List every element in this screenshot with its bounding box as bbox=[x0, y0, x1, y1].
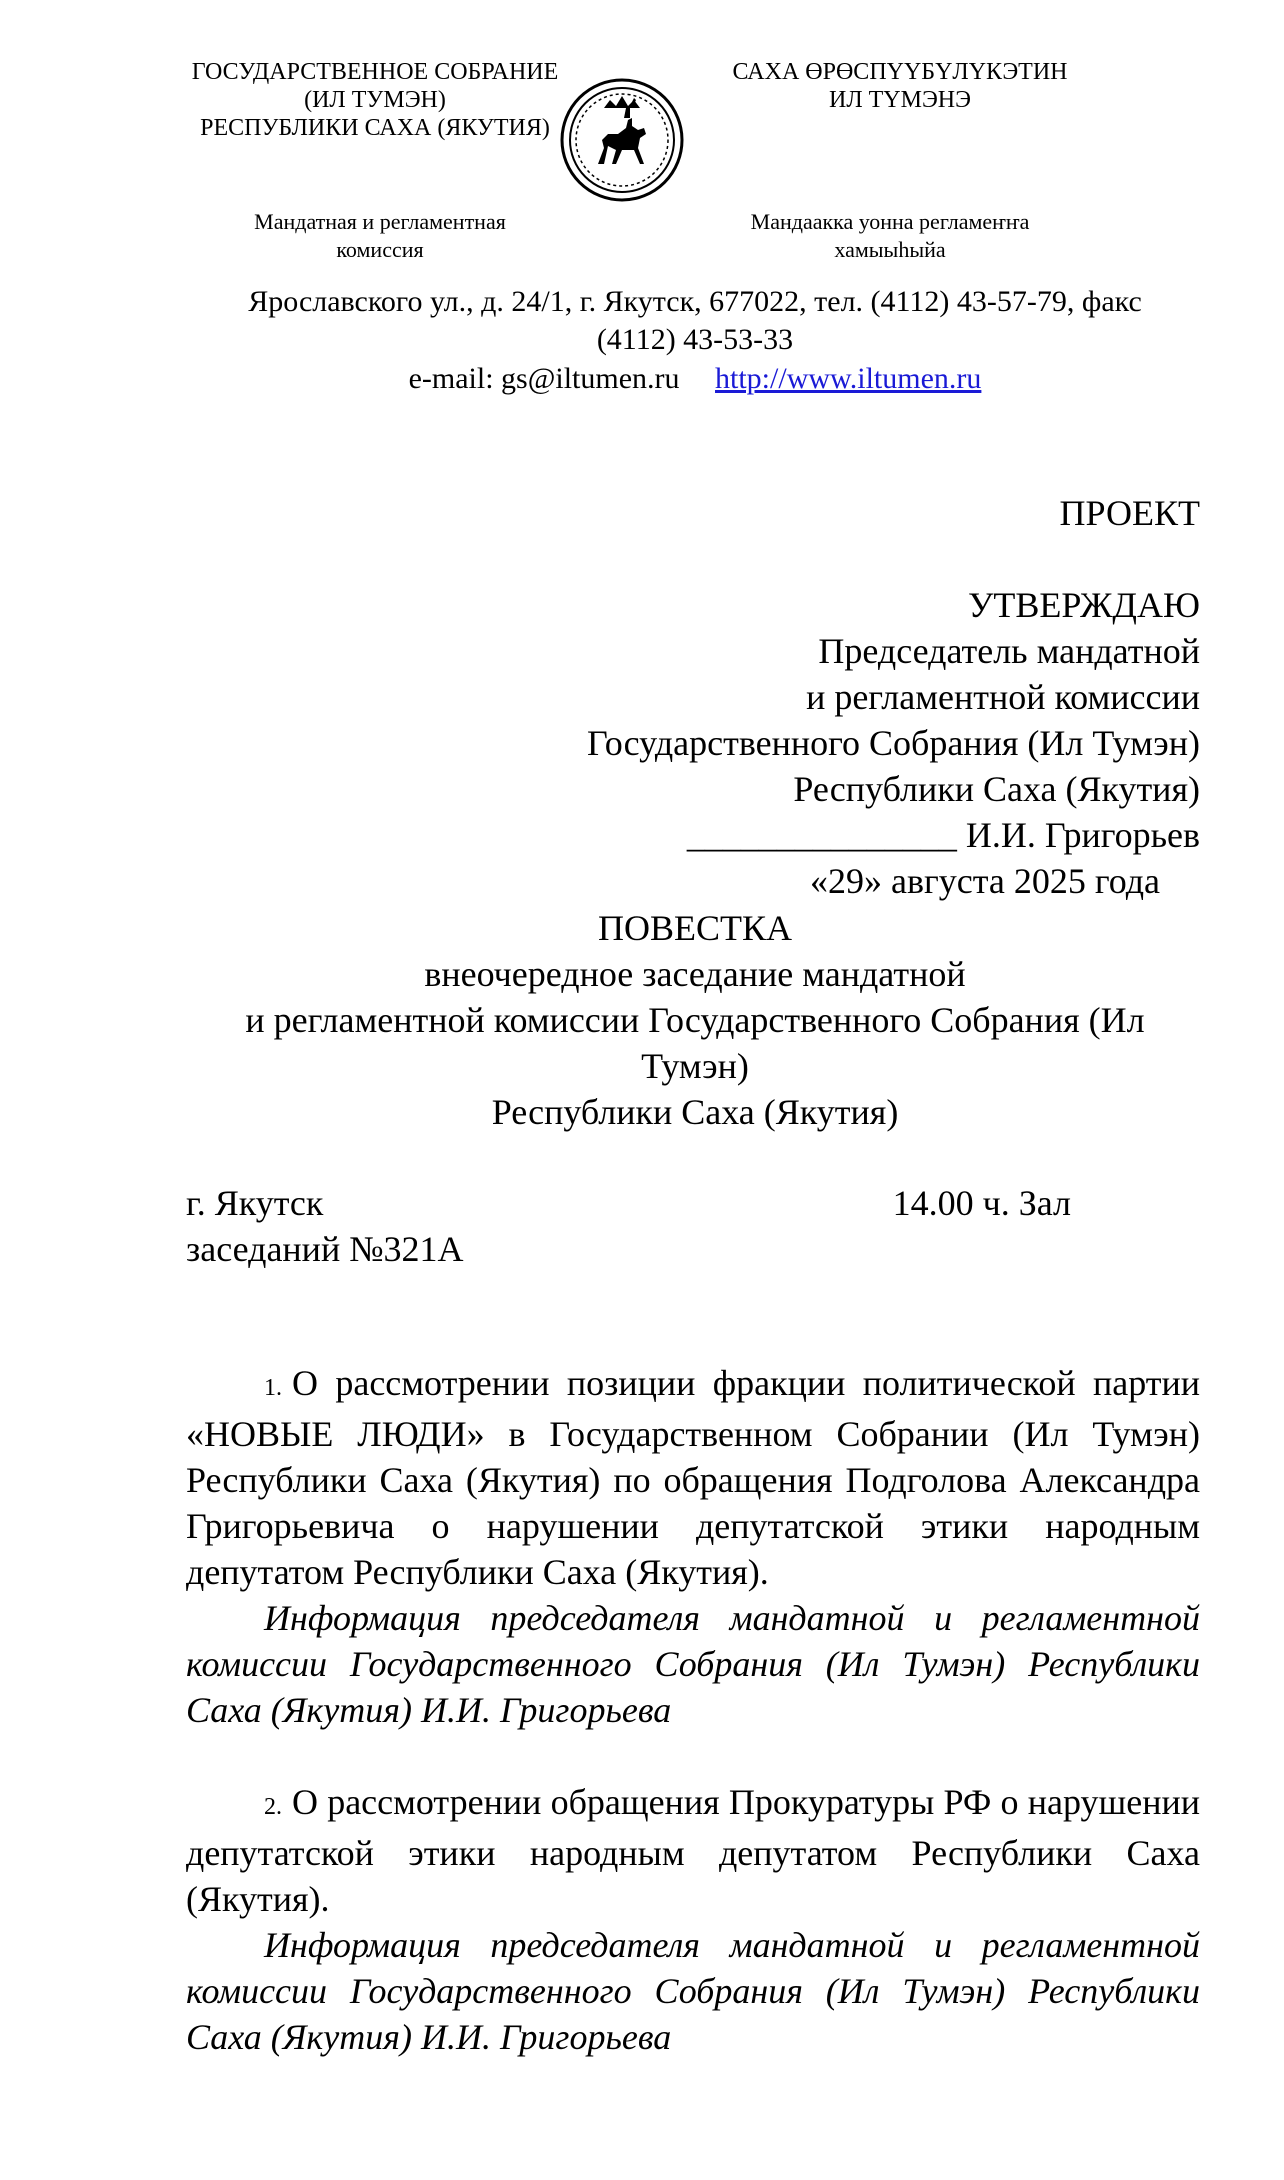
agenda-subtitle-line: и регламентной комиссии Государственного Собрания (Ил bbox=[245, 1000, 1145, 1040]
item-speaker-info: Информация председателя мандатной и регламентной комиссии Государственного Собрания (Ил Тумэн) Республики Саха (Якутия) И.И. Григорьева bbox=[186, 1598, 1200, 1730]
item-text: О рассмотрении позиции фракции политической партии «НОВЫЕ ЛЮДИ» в Государственном Собрании (Ил Тумэн) Республики Саха (Якутия) по обращения Подголова Александра Григорьевича о нарушении депутатской этики народным депутатом Республики Саха (Якутия). bbox=[186, 1363, 1200, 1592]
approval-date: «29» августа 2025 года bbox=[810, 861, 1160, 901]
meeting-city: г. Якутск bbox=[186, 1183, 324, 1223]
agenda-subtitle-line: внеочередное заседание мандатной bbox=[424, 954, 966, 994]
agenda-subtitle-line: Тумэн) bbox=[641, 1046, 749, 1086]
approval-line: Республики Саха (Якутия) bbox=[793, 769, 1200, 809]
approval-line: Председатель мандатной bbox=[818, 631, 1200, 671]
address bbox=[170, 283, 1220, 359]
department-name-line: хамыыһыйа bbox=[834, 237, 946, 262]
approval-block bbox=[587, 582, 1200, 904]
meeting-place bbox=[186, 1180, 1206, 1272]
email-text: e-mail: gs@iltumen.ru bbox=[408, 362, 680, 395]
org-name-sakha bbox=[690, 58, 1110, 114]
item-number: 2. bbox=[264, 1794, 282, 1820]
item-text: О рассмотрении обращения Прокуратуры РФ о нарушении депутатской этики народным депутатом Республики Саха (Якутия). bbox=[186, 1782, 1200, 1919]
org-name-line: (ИЛ ТУМЭН) bbox=[304, 87, 446, 113]
org-name-line: САХА ӨРӨСПҮҮБҮЛҮКЭТИН bbox=[732, 59, 1068, 85]
department-name-line: Мандаакка уонна регламеҥҥа bbox=[750, 209, 1030, 234]
agenda-title: ПОВЕСТКА bbox=[597, 908, 792, 948]
agenda-subtitle-line: Республики Саха (Якутия) bbox=[491, 1092, 899, 1132]
agenda-heading bbox=[180, 905, 1210, 1135]
org-name-russian bbox=[165, 58, 585, 142]
signature-line: _______________ И.И. Григорьев bbox=[686, 815, 1200, 855]
agenda-item bbox=[186, 1779, 1200, 2060]
department-name-line: Мандатная и регламентная bbox=[254, 209, 506, 234]
approval-line: Государственного Собрания (Ил Тумэн) bbox=[587, 723, 1200, 763]
address-line: (4112) 43-53-33 bbox=[596, 323, 794, 356]
org-name-line: РЕСПУБЛИКИ САХА (ЯКУТИЯ) bbox=[200, 115, 550, 141]
approval-title: УТВЕРЖДАЮ bbox=[967, 585, 1200, 625]
approval-line: и регламентной комиссии bbox=[806, 677, 1200, 717]
department-name-russian bbox=[200, 208, 560, 264]
address-line: Ярославского ул., д. 24/1, г. Якутск, 677022, тел. (4112) 43-57-79, факс bbox=[248, 285, 1142, 318]
item-speaker-info: Информация председателя мандатной и регламентной комиссии Государственного Собрания (Ил Тумэн) Республики Саха (Якутия) И.И. Григорьева bbox=[186, 1925, 1200, 2057]
org-name-line: ИЛ ТҮМЭНЭ bbox=[829, 87, 971, 113]
agenda-item bbox=[186, 1360, 1200, 1733]
department-name-line: комиссия bbox=[336, 237, 424, 262]
contacts bbox=[170, 360, 1220, 398]
meeting-time-hall: 14.00 ч. Зал bbox=[892, 1183, 1071, 1223]
agenda-items bbox=[186, 1360, 1200, 2106]
sakha-republic-emblem-icon bbox=[560, 78, 684, 202]
draft-stamp: ПРОЕКТ bbox=[1059, 493, 1200, 533]
website-link[interactable]: http://www.iltumen.ru bbox=[715, 362, 982, 395]
item-number: 1. bbox=[264, 1375, 282, 1401]
meeting-hall-number: заседаний №321А bbox=[186, 1229, 464, 1269]
department-name-sakha bbox=[700, 208, 1080, 264]
org-name-line: ГОСУДАРСТВЕННОЕ СОБРАНИЕ bbox=[191, 59, 559, 85]
